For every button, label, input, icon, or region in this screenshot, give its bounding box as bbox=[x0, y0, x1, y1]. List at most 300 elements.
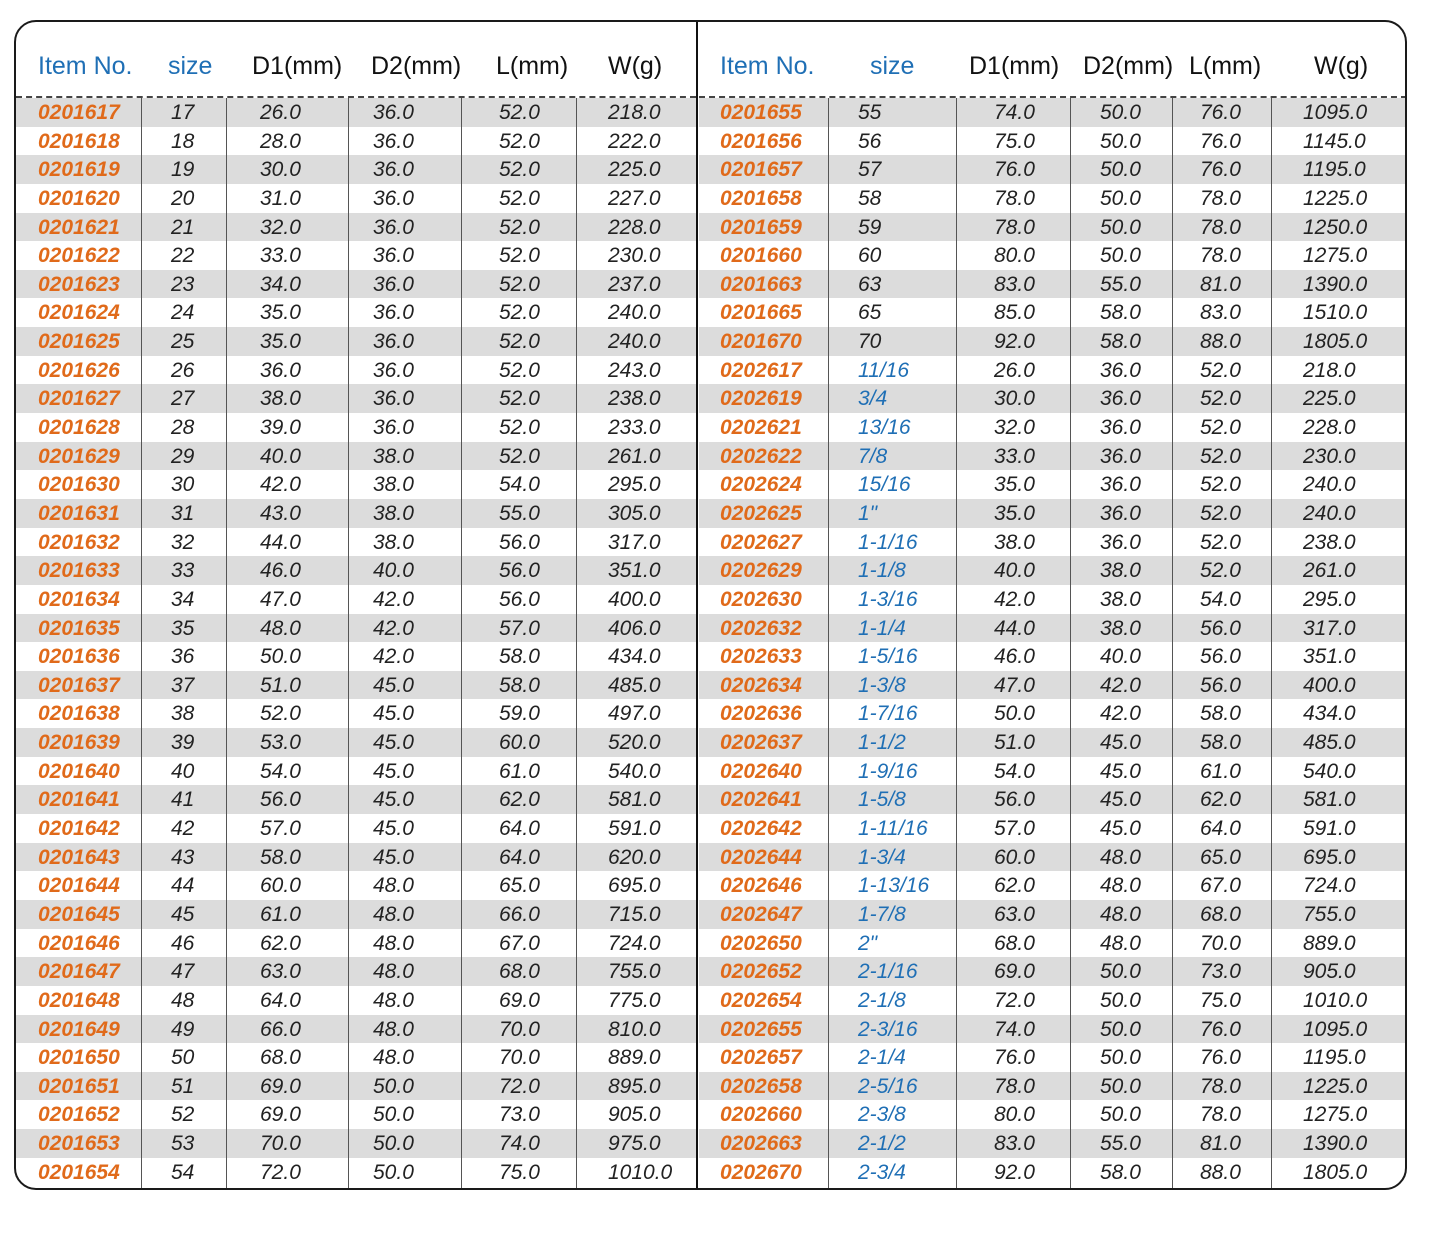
header-d2: D2(mm) bbox=[1083, 52, 1174, 80]
item-no-cell: 0201660 bbox=[720, 244, 802, 268]
w-cell: 1225.0 bbox=[1303, 1074, 1368, 1098]
item-no-cell: 0202624 bbox=[720, 473, 802, 497]
l-cell: 78.0 bbox=[1200, 215, 1241, 239]
d2-cell: 36.0 bbox=[1100, 358, 1141, 382]
table-row bbox=[699, 384, 1407, 413]
w-cell: 261.0 bbox=[608, 444, 661, 468]
d2-cell: 45.0 bbox=[373, 673, 414, 697]
l-cell: 52.0 bbox=[1200, 387, 1241, 411]
size-cell: 32 bbox=[171, 530, 195, 554]
l-cell: 73.0 bbox=[499, 1103, 540, 1127]
table-row bbox=[699, 1129, 1407, 1158]
header-w: W(g) bbox=[1314, 52, 1369, 80]
w-cell: 233.0 bbox=[608, 416, 661, 440]
d2-cell: 38.0 bbox=[373, 530, 414, 554]
l-cell: 75.0 bbox=[499, 1160, 540, 1184]
size-cell: 1-1/8 bbox=[858, 559, 906, 583]
table-row bbox=[699, 757, 1407, 786]
size-cell: 60 bbox=[858, 244, 882, 268]
size-cell: 35 bbox=[171, 616, 195, 640]
item-no-cell: 0201643 bbox=[38, 845, 120, 869]
d2-cell: 50.0 bbox=[1100, 158, 1141, 182]
d1-cell: 69.0 bbox=[260, 1074, 301, 1098]
size-cell: 41 bbox=[171, 788, 195, 812]
w-cell: 975.0 bbox=[608, 1132, 661, 1156]
d1-cell: 33.0 bbox=[260, 244, 301, 268]
d1-cell: 68.0 bbox=[260, 1046, 301, 1070]
d2-cell: 38.0 bbox=[1100, 587, 1141, 611]
d1-cell: 30.0 bbox=[994, 387, 1035, 411]
table-row bbox=[699, 585, 1407, 614]
w-cell: 1390.0 bbox=[1303, 272, 1368, 296]
header-size: size bbox=[870, 52, 915, 80]
item-no-cell: 0202640 bbox=[720, 759, 802, 783]
d2-cell: 50.0 bbox=[1100, 186, 1141, 210]
l-cell: 60.0 bbox=[499, 731, 540, 755]
d2-cell: 38.0 bbox=[373, 473, 414, 497]
size-cell: 1-7/16 bbox=[858, 702, 918, 726]
d1-cell: 66.0 bbox=[260, 1017, 301, 1041]
l-cell: 52.0 bbox=[1200, 559, 1241, 583]
size-cell: 3/4 bbox=[858, 387, 888, 411]
right-rows bbox=[699, 98, 1407, 1186]
item-no-cell: 0201623 bbox=[38, 272, 120, 296]
size-cell: 45 bbox=[171, 902, 195, 926]
l-cell: 52.0 bbox=[1200, 473, 1241, 497]
d1-cell: 83.0 bbox=[994, 1132, 1035, 1156]
l-cell: 52.0 bbox=[499, 129, 540, 153]
w-cell: 1805.0 bbox=[1303, 330, 1368, 354]
d1-cell: 62.0 bbox=[260, 931, 301, 955]
w-cell: 1145.0 bbox=[1303, 129, 1366, 153]
d1-cell: 78.0 bbox=[994, 215, 1035, 239]
w-cell: 810.0 bbox=[608, 1017, 661, 1041]
size-cell: 21 bbox=[171, 215, 195, 239]
item-no-cell: 0201648 bbox=[38, 988, 120, 1012]
w-cell: 1390.0 bbox=[1303, 1132, 1368, 1156]
size-cell: 17 bbox=[171, 101, 195, 124]
l-cell: 76.0 bbox=[1200, 1017, 1241, 1041]
d2-cell: 45.0 bbox=[373, 702, 414, 726]
w-cell: 724.0 bbox=[608, 931, 661, 955]
d1-cell: 43.0 bbox=[260, 501, 301, 525]
size-cell: 2-1/4 bbox=[858, 1046, 906, 1070]
item-no-cell: 0201638 bbox=[38, 702, 120, 726]
d2-cell: 36.0 bbox=[373, 301, 414, 325]
w-cell: 1010.0 bbox=[608, 1160, 673, 1184]
item-no-cell: 0202633 bbox=[720, 645, 802, 669]
d2-cell: 42.0 bbox=[1100, 702, 1141, 726]
table-row bbox=[699, 184, 1407, 213]
l-cell: 52.0 bbox=[1200, 530, 1241, 554]
l-cell: 70.0 bbox=[499, 1046, 540, 1070]
table-row bbox=[16, 270, 696, 299]
d2-cell: 45.0 bbox=[373, 731, 414, 755]
w-cell: 434.0 bbox=[608, 645, 661, 669]
l-cell: 67.0 bbox=[1200, 874, 1241, 898]
w-cell: 317.0 bbox=[1303, 616, 1356, 640]
header-l: L(mm) bbox=[1189, 52, 1262, 80]
d2-cell: 48.0 bbox=[1100, 845, 1141, 869]
d1-cell: 60.0 bbox=[260, 874, 301, 898]
w-cell: 1275.0 bbox=[1303, 1103, 1368, 1127]
l-cell: 78.0 bbox=[1200, 244, 1241, 268]
d2-cell: 36.0 bbox=[1100, 416, 1141, 440]
d2-cell: 45.0 bbox=[1100, 788, 1141, 812]
l-cell: 70.0 bbox=[1200, 931, 1241, 955]
w-cell: 581.0 bbox=[1303, 788, 1356, 812]
item-no-cell: 0201641 bbox=[38, 788, 120, 812]
table-row bbox=[699, 327, 1407, 356]
d1-cell: 40.0 bbox=[994, 559, 1035, 583]
size-cell: 48 bbox=[171, 988, 195, 1012]
item-no-cell: 0201642 bbox=[38, 817, 120, 841]
d1-cell: 57.0 bbox=[260, 817, 301, 841]
w-cell: 228.0 bbox=[1303, 416, 1356, 440]
table-row bbox=[699, 900, 1407, 929]
d1-cell: 44.0 bbox=[260, 530, 301, 554]
column-divider bbox=[226, 98, 227, 1188]
item-no-cell: 0202637 bbox=[720, 731, 802, 755]
table-row bbox=[16, 184, 696, 213]
size-cell: 2-1/16 bbox=[858, 960, 918, 984]
l-cell: 56.0 bbox=[499, 559, 540, 583]
l-cell: 69.0 bbox=[499, 988, 540, 1012]
item-no-cell: 0201647 bbox=[38, 960, 120, 984]
table-row bbox=[16, 900, 696, 929]
d2-cell: 36.0 bbox=[373, 330, 414, 354]
item-no-cell: 0202617 bbox=[720, 358, 802, 382]
size-cell: 58 bbox=[858, 186, 882, 210]
table-row bbox=[699, 614, 1407, 643]
d1-cell: 58.0 bbox=[260, 845, 301, 869]
table-row bbox=[699, 728, 1407, 757]
d1-cell: 54.0 bbox=[994, 759, 1035, 783]
size-cell: 54 bbox=[171, 1160, 195, 1184]
size-cell: 50 bbox=[171, 1046, 195, 1070]
l-cell: 52.0 bbox=[1200, 416, 1241, 440]
w-cell: 238.0 bbox=[608, 387, 661, 411]
w-cell: 261.0 bbox=[1303, 559, 1356, 583]
item-no-cell: 0201637 bbox=[38, 673, 120, 697]
item-no-cell: 0202646 bbox=[720, 874, 802, 898]
table-row bbox=[16, 1129, 696, 1158]
l-cell: 83.0 bbox=[1200, 301, 1241, 325]
d2-cell: 48.0 bbox=[373, 1017, 414, 1041]
size-cell: 46 bbox=[171, 931, 195, 955]
item-no-cell: 0201653 bbox=[38, 1132, 120, 1156]
size-cell: 1-9/16 bbox=[858, 759, 918, 783]
d1-cell: 28.0 bbox=[260, 129, 301, 153]
table-row bbox=[16, 499, 696, 528]
d1-cell: 56.0 bbox=[994, 788, 1035, 812]
l-cell: 73.0 bbox=[1200, 960, 1241, 984]
d2-cell: 36.0 bbox=[1100, 530, 1141, 554]
d1-cell: 36.0 bbox=[260, 358, 301, 382]
d1-cell: 35.0 bbox=[260, 330, 301, 354]
size-cell: 1-1/4 bbox=[858, 616, 906, 640]
w-cell: 1195.0 bbox=[1303, 1046, 1366, 1070]
d2-cell: 42.0 bbox=[373, 587, 414, 611]
table-row bbox=[699, 871, 1407, 900]
d1-cell: 72.0 bbox=[260, 1160, 301, 1184]
d1-cell: 50.0 bbox=[994, 702, 1035, 726]
header-d2: D2(mm) bbox=[371, 52, 462, 80]
w-cell: 230.0 bbox=[608, 244, 661, 268]
table-row bbox=[699, 470, 1407, 499]
d1-cell: 39.0 bbox=[260, 416, 301, 440]
item-no-cell: 0201663 bbox=[720, 272, 802, 296]
table-row bbox=[699, 1072, 1407, 1101]
size-cell: 1-1/16 bbox=[858, 530, 918, 554]
d1-cell: 48.0 bbox=[260, 616, 301, 640]
l-cell: 59.0 bbox=[499, 702, 540, 726]
size-cell: 29 bbox=[171, 444, 195, 468]
d2-cell: 36.0 bbox=[373, 358, 414, 382]
table-row bbox=[16, 585, 696, 614]
table-row bbox=[699, 413, 1407, 442]
d1-cell: 47.0 bbox=[260, 587, 301, 611]
d2-cell: 36.0 bbox=[373, 244, 414, 268]
w-cell: 755.0 bbox=[1303, 902, 1356, 926]
w-cell: 581.0 bbox=[608, 788, 661, 812]
table-row bbox=[699, 814, 1407, 843]
l-cell: 70.0 bbox=[499, 1017, 540, 1041]
table-row bbox=[16, 728, 696, 757]
d1-cell: 52.0 bbox=[260, 702, 301, 726]
d2-cell: 50.0 bbox=[1100, 129, 1141, 153]
w-cell: 240.0 bbox=[1303, 501, 1356, 525]
size-cell: 31 bbox=[171, 501, 195, 525]
table-row bbox=[16, 98, 696, 127]
column-divider bbox=[461, 98, 462, 1188]
l-cell: 52.0 bbox=[499, 387, 540, 411]
size-cell: 1-3/8 bbox=[858, 673, 906, 697]
size-cell: 13/16 bbox=[858, 416, 911, 440]
item-no-cell: 0201654 bbox=[38, 1160, 120, 1184]
table-row bbox=[16, 843, 696, 872]
d2-cell: 40.0 bbox=[373, 559, 414, 583]
w-cell: 591.0 bbox=[1303, 817, 1356, 841]
column-divider bbox=[1070, 98, 1071, 1188]
d2-cell: 45.0 bbox=[373, 788, 414, 812]
table-row bbox=[699, 1158, 1407, 1187]
item-no-cell: 0202658 bbox=[720, 1074, 802, 1098]
l-cell: 76.0 bbox=[1200, 1046, 1241, 1070]
d1-cell: 74.0 bbox=[994, 1017, 1035, 1041]
item-no-cell: 0202619 bbox=[720, 387, 802, 411]
w-cell: 1275.0 bbox=[1303, 244, 1368, 268]
table-row bbox=[699, 642, 1407, 671]
size-cell: 1-7/8 bbox=[858, 902, 906, 926]
size-cell: 20 bbox=[171, 186, 195, 210]
d2-cell: 48.0 bbox=[373, 931, 414, 955]
table-row bbox=[16, 327, 696, 356]
size-cell: 49 bbox=[171, 1017, 195, 1041]
size-cell: 44 bbox=[171, 874, 195, 898]
table-row bbox=[699, 241, 1407, 270]
d2-cell: 58.0 bbox=[1100, 330, 1141, 354]
d2-cell: 50.0 bbox=[1100, 101, 1141, 124]
size-cell: 2-1/2 bbox=[858, 1132, 906, 1156]
d2-cell: 45.0 bbox=[373, 817, 414, 841]
item-no-cell: 0201620 bbox=[38, 186, 120, 210]
d1-cell: 92.0 bbox=[994, 1160, 1035, 1184]
l-cell: 56.0 bbox=[1200, 645, 1241, 669]
d2-cell: 48.0 bbox=[373, 902, 414, 926]
d1-cell: 80.0 bbox=[994, 244, 1035, 268]
item-no-cell: 0202644 bbox=[720, 845, 802, 869]
table-row bbox=[699, 556, 1407, 585]
d2-cell: 48.0 bbox=[373, 960, 414, 984]
d2-cell: 45.0 bbox=[1100, 759, 1141, 783]
w-cell: 1195.0 bbox=[1303, 158, 1366, 182]
table-row bbox=[16, 470, 696, 499]
size-cell: 2-5/16 bbox=[858, 1074, 918, 1098]
w-cell: 400.0 bbox=[608, 587, 661, 611]
l-cell: 76.0 bbox=[1200, 101, 1241, 124]
size-cell: 1" bbox=[858, 501, 878, 525]
d2-cell: 55.0 bbox=[1100, 1132, 1141, 1156]
table-row bbox=[699, 298, 1407, 327]
l-cell: 52.0 bbox=[499, 416, 540, 440]
d1-cell: 50.0 bbox=[260, 645, 301, 669]
d1-cell: 80.0 bbox=[994, 1103, 1035, 1127]
w-cell: 1010.0 bbox=[1303, 988, 1368, 1012]
d2-cell: 55.0 bbox=[1100, 272, 1141, 296]
d1-cell: 53.0 bbox=[260, 731, 301, 755]
d2-cell: 40.0 bbox=[1100, 645, 1141, 669]
l-cell: 52.0 bbox=[1200, 358, 1241, 382]
table-row bbox=[16, 241, 696, 270]
item-no-cell: 0201646 bbox=[38, 931, 120, 955]
l-cell: 52.0 bbox=[499, 330, 540, 354]
item-no-cell: 0201644 bbox=[38, 874, 120, 898]
d2-cell: 48.0 bbox=[373, 1046, 414, 1070]
d2-cell: 50.0 bbox=[373, 1074, 414, 1098]
size-cell: 34 bbox=[171, 587, 195, 611]
table-row bbox=[16, 556, 696, 585]
table-row bbox=[699, 213, 1407, 242]
table-row bbox=[699, 957, 1407, 986]
d2-cell: 36.0 bbox=[1100, 387, 1141, 411]
size-cell: 40 bbox=[171, 759, 195, 783]
table-row bbox=[16, 356, 696, 385]
size-cell: 53 bbox=[171, 1132, 195, 1156]
table-row bbox=[699, 1100, 1407, 1129]
item-no-cell: 0202629 bbox=[720, 559, 802, 583]
table-header bbox=[699, 22, 1407, 96]
item-no-cell: 0202655 bbox=[720, 1017, 802, 1041]
d1-cell: 76.0 bbox=[994, 1046, 1035, 1070]
w-cell: 222.0 bbox=[608, 129, 661, 153]
d1-cell: 60.0 bbox=[994, 845, 1035, 869]
w-cell: 1510.0 bbox=[1303, 301, 1368, 325]
table-row bbox=[699, 270, 1407, 299]
size-cell: 57 bbox=[858, 158, 882, 182]
d2-cell: 42.0 bbox=[373, 645, 414, 669]
w-cell: 485.0 bbox=[608, 673, 661, 697]
d1-cell: 35.0 bbox=[994, 501, 1035, 525]
w-cell: 240.0 bbox=[1303, 473, 1356, 497]
d1-cell: 68.0 bbox=[994, 931, 1035, 955]
table-row bbox=[699, 98, 1407, 127]
size-cell: 42 bbox=[171, 817, 195, 841]
item-no-cell: 0201656 bbox=[720, 129, 802, 153]
item-no-cell: 0201665 bbox=[720, 301, 802, 325]
size-cell: 51 bbox=[171, 1074, 195, 1098]
size-cell: 26 bbox=[171, 358, 195, 382]
w-cell: 889.0 bbox=[608, 1046, 661, 1070]
item-no-cell: 0202630 bbox=[720, 587, 802, 611]
w-cell: 237.0 bbox=[608, 272, 661, 296]
d2-cell: 36.0 bbox=[1100, 501, 1141, 525]
size-cell: 28 bbox=[171, 416, 195, 440]
item-no-cell: 0202650 bbox=[720, 931, 802, 955]
l-cell: 56.0 bbox=[499, 587, 540, 611]
w-cell: 1095.0 bbox=[1303, 101, 1368, 124]
w-cell: 351.0 bbox=[1303, 645, 1356, 669]
d2-cell: 50.0 bbox=[1100, 960, 1141, 984]
size-cell: 24 bbox=[171, 301, 195, 325]
table-row bbox=[16, 757, 696, 786]
l-cell: 76.0 bbox=[1200, 158, 1241, 182]
size-cell: 33 bbox=[171, 559, 195, 583]
item-no-cell: 0202670 bbox=[720, 1160, 802, 1184]
w-cell: 227.0 bbox=[608, 186, 661, 210]
d2-cell: 36.0 bbox=[373, 158, 414, 182]
size-cell: 59 bbox=[858, 215, 882, 239]
d1-cell: 42.0 bbox=[260, 473, 301, 497]
size-cell: 63 bbox=[858, 272, 882, 296]
w-cell: 1095.0 bbox=[1303, 1017, 1368, 1041]
w-cell: 540.0 bbox=[608, 759, 661, 783]
w-cell: 905.0 bbox=[1303, 960, 1356, 984]
item-no-cell: 0201636 bbox=[38, 645, 120, 669]
w-cell: 497.0 bbox=[608, 702, 661, 726]
size-cell: 2-1/8 bbox=[858, 988, 906, 1012]
w-cell: 400.0 bbox=[1303, 673, 1356, 697]
d1-cell: 51.0 bbox=[260, 673, 301, 697]
column-divider bbox=[828, 98, 829, 1188]
table-row bbox=[16, 213, 696, 242]
column-divider bbox=[348, 98, 349, 1188]
column-divider bbox=[576, 98, 577, 1188]
table-row bbox=[699, 155, 1407, 184]
table-row bbox=[16, 298, 696, 327]
d2-cell: 58.0 bbox=[1100, 1160, 1141, 1184]
d2-cell: 42.0 bbox=[1100, 673, 1141, 697]
w-cell: 1225.0 bbox=[1303, 186, 1368, 210]
l-cell: 72.0 bbox=[499, 1074, 540, 1098]
item-no-cell: 0202641 bbox=[720, 788, 802, 812]
l-cell: 58.0 bbox=[1200, 731, 1241, 755]
size-cell: 2-3/4 bbox=[858, 1160, 906, 1184]
header-item-no: Item No. bbox=[720, 52, 815, 80]
item-no-cell: 0201640 bbox=[38, 759, 120, 783]
table-row bbox=[699, 843, 1407, 872]
l-cell: 52.0 bbox=[499, 301, 540, 325]
table-row bbox=[16, 814, 696, 843]
w-cell: 295.0 bbox=[1303, 587, 1356, 611]
d2-cell: 50.0 bbox=[1100, 244, 1141, 268]
item-no-cell: 0202652 bbox=[720, 960, 802, 984]
size-cell: 47 bbox=[171, 960, 195, 984]
w-cell: 240.0 bbox=[608, 301, 661, 325]
d2-cell: 50.0 bbox=[1100, 988, 1141, 1012]
table-header bbox=[16, 22, 696, 96]
d1-cell: 51.0 bbox=[994, 731, 1035, 755]
